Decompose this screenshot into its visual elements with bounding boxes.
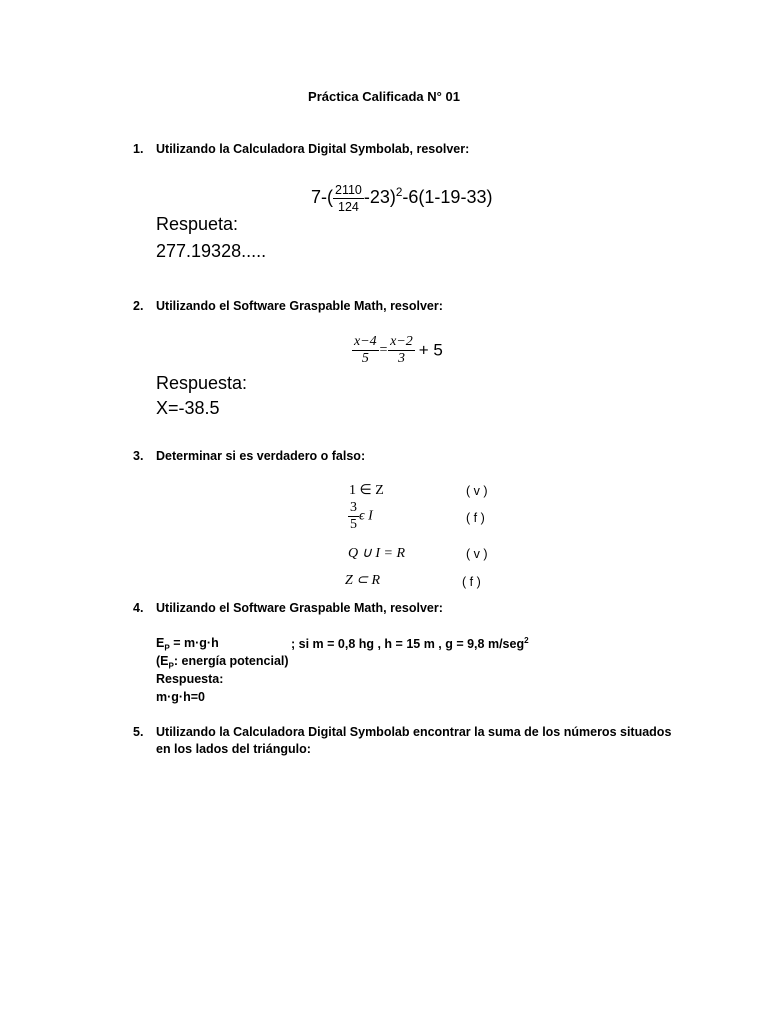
q4-note-sub: P xyxy=(168,661,174,671)
q5-prompt-line-2: en los lados del triángulo: xyxy=(156,742,311,756)
q3-row-1-expr: 1 ∈ Z xyxy=(349,483,384,498)
q2-left-den: 5 xyxy=(361,351,369,366)
q3-row-2-tail: ϵ I xyxy=(359,508,373,524)
q4-condition-exp: 2 xyxy=(524,636,529,645)
q2-equation xyxy=(352,334,443,367)
q4-condition xyxy=(291,636,529,651)
q3-row-1-mark: ( v ) xyxy=(466,484,488,498)
q4-ep-base: E xyxy=(156,636,165,650)
q4-ep-sub: P xyxy=(164,643,170,653)
page-title: Práctica Calificada N° 01 xyxy=(308,89,460,104)
q2-prompt: Utilizando el Software Graspable Math, resolver: xyxy=(156,299,443,313)
q1-expr-suffix: -6(1-19-33) xyxy=(402,187,493,207)
q1-expr-mid: -23) xyxy=(363,187,396,207)
q5-prompt-line-1: Utilizando la Calculadora Digital Symbolab encontrar la suma de los números situados xyxy=(156,725,672,739)
q3-row-3-expr: Q ∪ I = R xyxy=(348,546,406,561)
q2-answer-value: X=-38.5 xyxy=(156,398,220,418)
q2-right-fraction xyxy=(388,334,415,367)
q4-ep-formula: = m·g·h xyxy=(169,636,219,650)
q4-note-post: : energía potencial) xyxy=(173,654,289,668)
q4-prompt: Utilizando el Software Graspable Math, resolver: xyxy=(156,601,443,615)
q4-condition-text: ; si m = 0,8 hg , h = 15 m , g = 9,8 m/seg xyxy=(291,637,525,652)
q2-left-fraction xyxy=(352,334,379,367)
q4-answer-value: m·g·h=0 xyxy=(156,690,205,704)
q3-row-3-mark: ( v ) xyxy=(466,547,488,561)
q3-row-4-mark: ( f ) xyxy=(462,575,481,589)
q4-note-pre: (E xyxy=(156,654,169,668)
q3-row-2-mark: ( f ) xyxy=(466,511,485,525)
q3-row-4-expr: Z ⊂ R xyxy=(345,573,381,588)
q2-right-num: x−2 xyxy=(390,334,413,349)
q1-expression xyxy=(311,176,492,215)
q2-equals: = xyxy=(378,342,389,358)
q4-answer-label: Respuesta: xyxy=(156,672,224,686)
q3-number: 3. xyxy=(133,449,144,463)
q1-frac-den: 124 xyxy=(338,199,359,214)
q1-number: 1. xyxy=(133,142,144,156)
q2-left-num: x−4 xyxy=(354,334,377,349)
q1-frac-num: 2110 xyxy=(335,182,362,197)
q3-row-2-fraction xyxy=(348,500,359,533)
q2-right-den: 3 xyxy=(397,351,405,366)
q1-expr-prefix: 7-( xyxy=(311,187,333,207)
q2-answer-label: Respuesta: xyxy=(156,373,248,393)
q1-exp: 2 xyxy=(395,186,403,199)
q3-row-2-expr xyxy=(348,500,373,533)
q1-prompt: Utilizando la Calculadora Digital Symbolab, resolver: xyxy=(156,142,470,156)
q2-tail: + 5 xyxy=(418,340,443,360)
q3-row-2-den: 5 xyxy=(350,517,357,532)
q5-number: 5. xyxy=(133,725,144,739)
q1-answer-value: 277.19328..... xyxy=(156,241,267,261)
q1-fraction xyxy=(333,182,364,215)
q3-row-2-num: 3 xyxy=(350,500,357,515)
q4-formula xyxy=(156,636,219,653)
q3-prompt: Determinar si es verdadero o falso: xyxy=(156,449,366,463)
q1-answer-label: Respueta: xyxy=(156,214,239,234)
q4-note xyxy=(156,654,289,671)
q4-number: 4. xyxy=(133,601,144,615)
q2-number: 2. xyxy=(133,299,144,313)
